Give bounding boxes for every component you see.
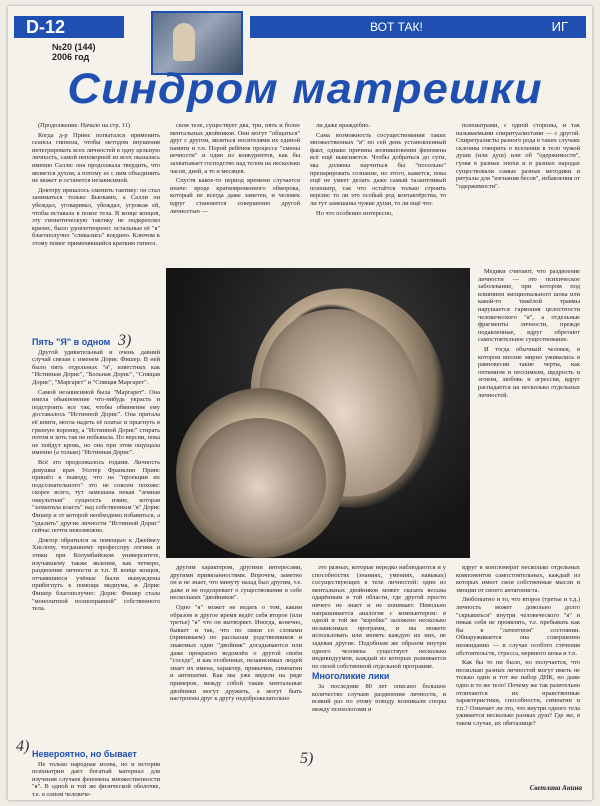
handwritten-mark: 3) — [118, 332, 132, 349]
paragraph: это разных, которые нередко наблюдаются и у способностях (знаниях, умениях, навыках) сосуществующих в теле личностей: один из ментальных двойников может сказать весьма одарённым в той области, где другой просто ничего не знает и не понимает. Невольно напрашивается аналогия с компьютером: в одной и той же "коробке" заложено несколько независимых программ, и вы можете использовать или менять каждую их них, не задевая другие. Подобным же образом внутри одного человека существует несколько индивидуумов, каждый из которых развивается по своей собственной отдельной программе. — [312, 564, 446, 670]
column-4-bottom — [456, 564, 580, 786]
rubric-title: ВОТ ТАК! — [370, 20, 423, 34]
continuation-note: (Продолжение. Начало на стр. 11) — [38, 122, 131, 129]
column-1-middle — [32, 336, 160, 746]
paragraph: Любопытно и то, что второе (третье и т.д.) личность может довольно долго "скрываться" внутри человеческого "я" и никак себя не проявлять, т.е. пребывать как бы в "латентном" состоянии. Обнаруживается она совершенно неожиданно — в случае особого стечения обстоятельств, стресса, нервного шока и т.п. — [456, 596, 580, 657]
paragraph: другим характером, другими интересами, другими привязанностями. Впрочем, заметно он и не знает, что минуту назад был другим, т.е. даже и не подозревает о существовании в себе нескольких "двойников". — [170, 564, 302, 602]
paragraph: Одно "я" может не ведать о том, каким образом и другое время ведёт себя второе (или третье) "я" что он вытворяет. Иногда, конечно, бывает и так, что по связи со словами (принимаем) по рассказам родственников и знакомых один "двойник" догадываются или даже прекрасно ведомлён о другой своём "соседе", и как особенных, независимых людей знает их имена, характер, привычки, симпатии и антипатии. Как мы уже видели на ряде примеров, между собой такие ментальные двойники могут дружить, а могут быть настроены друг к другу недоброжелательно — [170, 603, 302, 703]
article-photo — [166, 268, 470, 558]
paragraph: За последние 80 лет описано большое количество случаев раздвоения личности, и всякий раз по этому поводу возникали споры между психологами и — [312, 682, 446, 713]
paragraph: психиатрами, с одной стороны, и так называемыми спиритуалистами — с другой. Спиритуалисты разного рода в таких случаях склонны говорить о вселении в тело чужой души (или душ) или об "одержимости", гуляя в разные эпохи и в разных народах существовали самые разные методики и ритуалы для "изгнания бесов", избавления от "одержимости". — [456, 122, 580, 190]
column-3-bottom — [312, 564, 446, 796]
section-label: ИГ — [551, 19, 568, 34]
column-1-bottom — [32, 748, 160, 796]
newspaper-page — [8, 6, 592, 800]
paragraph: Спустя какое-то период времени случается иначе: вроде кратковременного обморока, который не всегда даже заметен, и человек вдруг становится совершенно другой личностью — — [170, 177, 300, 215]
issue-year: 2006 год — [52, 52, 90, 62]
page-header — [14, 16, 586, 38]
paragraph: Как бы то ни было, но получается, что несколько разных личностей могут иметь не только один и тот же набор ДНК, но даже одно и то же тело! Почему же так разительно отличаются их нравственные характеристики, способности, симпатии и т.п.? Означает ли это, что внутри одного тела уживается несколько разных душ? Где же, в таком случае, их обиталище? — [456, 659, 580, 727]
author-signature: Светлана Анина — [529, 784, 582, 792]
column-2-top — [170, 122, 300, 217]
paragraph: ли даже враждебно. — [316, 122, 371, 129]
subheading-many-faces: Многоликие лики — [312, 671, 390, 682]
page-number: D-12 — [14, 16, 124, 38]
paragraph: Сама возможность сосуществования таких множественных "я" по сей день установленный факт, однако причина возникновения феномена всё ещё выясняется. Чтобы добраться до сути, мы должны научиться бы "посольно" препарировать сознание, но этого, кажется, пока ещё не умеет делать даже самый талантливый психиатр, так что остаётся только строить версии: то ли это особый род контактёрства, то ли тут замешаны чужие души, то ли ещё что. — [310, 131, 446, 207]
paragraph: Но что особенно интересно, — [316, 209, 393, 217]
paragraph: вдруг в конгломерат несколько отдельных компонентов самостоятельных, каждый из которых имеет свои собственные мысли и эмоции от своего антагониста. — [456, 564, 580, 594]
handwritten-mark: 4) — [16, 738, 30, 755]
column-5-right — [478, 268, 580, 558]
column-1-top — [32, 122, 160, 250]
column-3-top — [310, 122, 446, 219]
issue-number: №20 (144) — [52, 42, 96, 52]
column-4-top — [456, 122, 580, 192]
paragraph: И тогда обычный человек, в котором вполне мирно уживались в равновесии такие черты, как оптимизм и пессимизм, щедрость и эгоизм, любовь и агрессия, вдруг распадается на несколько отдельных личностей. — [478, 345, 580, 399]
figure-silhouette — [173, 23, 195, 61]
article-headline: Синдром матрешки — [67, 65, 543, 113]
column-2-bottom — [170, 564, 302, 796]
paragraph: Всё это продолжалось годами. Личность девушки врач Уолтер Франклин Принс пришёл к выводу, что на "проекции их подсознательного" это не совсем похоже: скорее всего, тут замешана некая "земная оккультная" сущность извне, которая "захватила власть" над собственным "я" Дорис Фишер и от которой необходимо избавиться, а "удалить" другие личности "Истинной Дорис" сейчас почти невозможно. — [32, 458, 160, 535]
paragraph: Другой удивительный и очень давний случай связан с именем Дорис Фишер. В ней было пять отдельных "я", известных как "Истинная Дорис", "Больная Дорис", "Спящая Дорис", "Маргарет" и "Спящая Маргарет". — [32, 348, 160, 386]
paragraph: Не только народная молва, но и история психиатрии дает богатый материал для изучения случаев феномена множественности "я". В одной и той же физической оболочке, т.е. в одном человече- — [32, 760, 160, 796]
paragraph: ском теле, существует два, три, пять и более ментальных двойников. Они могут "общаться" друг с другом, являться носителями их единой памяти и т.п. Порой ребёнок процессе "смены вечности" и один из конкурентов, как бы захватывает господство над телом на несколько часов, дней, а то и месяцев. — [170, 122, 300, 175]
rubric-bar — [250, 16, 586, 38]
subheading-incredible: Невероятно, но бывает — [32, 749, 137, 759]
paragraph: Доктору пришлось сменить тактику: он стал заниматься только Бьюкамп, а Салли он убеждал, уговаривал, убеждал, угрожая ей, чтобы вставала в покое тела. В конце концов, эту гипнотическую тактику не подкреплял кризис, было удовлетворено: остальные её "я" благополучно "сливались" воедино. Ключом к этому помог применявшийся кратким гипноз. — [32, 186, 160, 247]
paragraph: Доктор обратился за помощью к Джеймсу Хислопу, тогдашнему профессору логики и этики при Колумбийском университете, изучавшему также явления, как четверо, раздвоение личности и т.п. В конце концов, отчаявшиеся учёные были вынуждены прибегнуть к помощи медиума, и Дорис Фишер благополучно: Дорис Фишер стала "монолитной полноправной" собственного тела. — [32, 536, 160, 613]
paragraph: Самой независимой была "Маргарет". Она имела обыкновение что-нибудь украсть и подстроить все так, чтобы обвинение ему доставалось "Истинной Дорис". Она прятала её книги, могла надеть её платье и прыгнуть в грязную воронку, а "Истинной Дорис" стирать потом и хоть так не побывала. По версии, пока не пойдут кровь, но она при этом ощущала именно (а только) "Истинная Дорис". — [32, 388, 160, 457]
issue-info — [52, 42, 96, 62]
paragraph: Медики считают, что раздвоение личности — это психическое заболевание, при котором под влиянием эмоционального шока или какой-то тяжёлой травмы нарушается гармония целостности человеческого "я", а отдельные фрагменты личности, прежде подавленные, вдруг обретают самостоятельное существование. — [478, 268, 580, 344]
handwritten-mark: 5) — [300, 750, 314, 767]
photo-face — [191, 418, 326, 543]
subheading-five-selves: Пять "Я" в одном — [32, 337, 111, 347]
paragraph: Когда д-р Принс попытался применить сеансы гипноза, чтобы методом внушения интегрировать всех личностей в одну цельную личность, самой непокорной из всех оказалась именно Салли: она продолжала твердить, что является духом, а потому ее с ним объединить не может и останется независимой. — [32, 131, 160, 185]
